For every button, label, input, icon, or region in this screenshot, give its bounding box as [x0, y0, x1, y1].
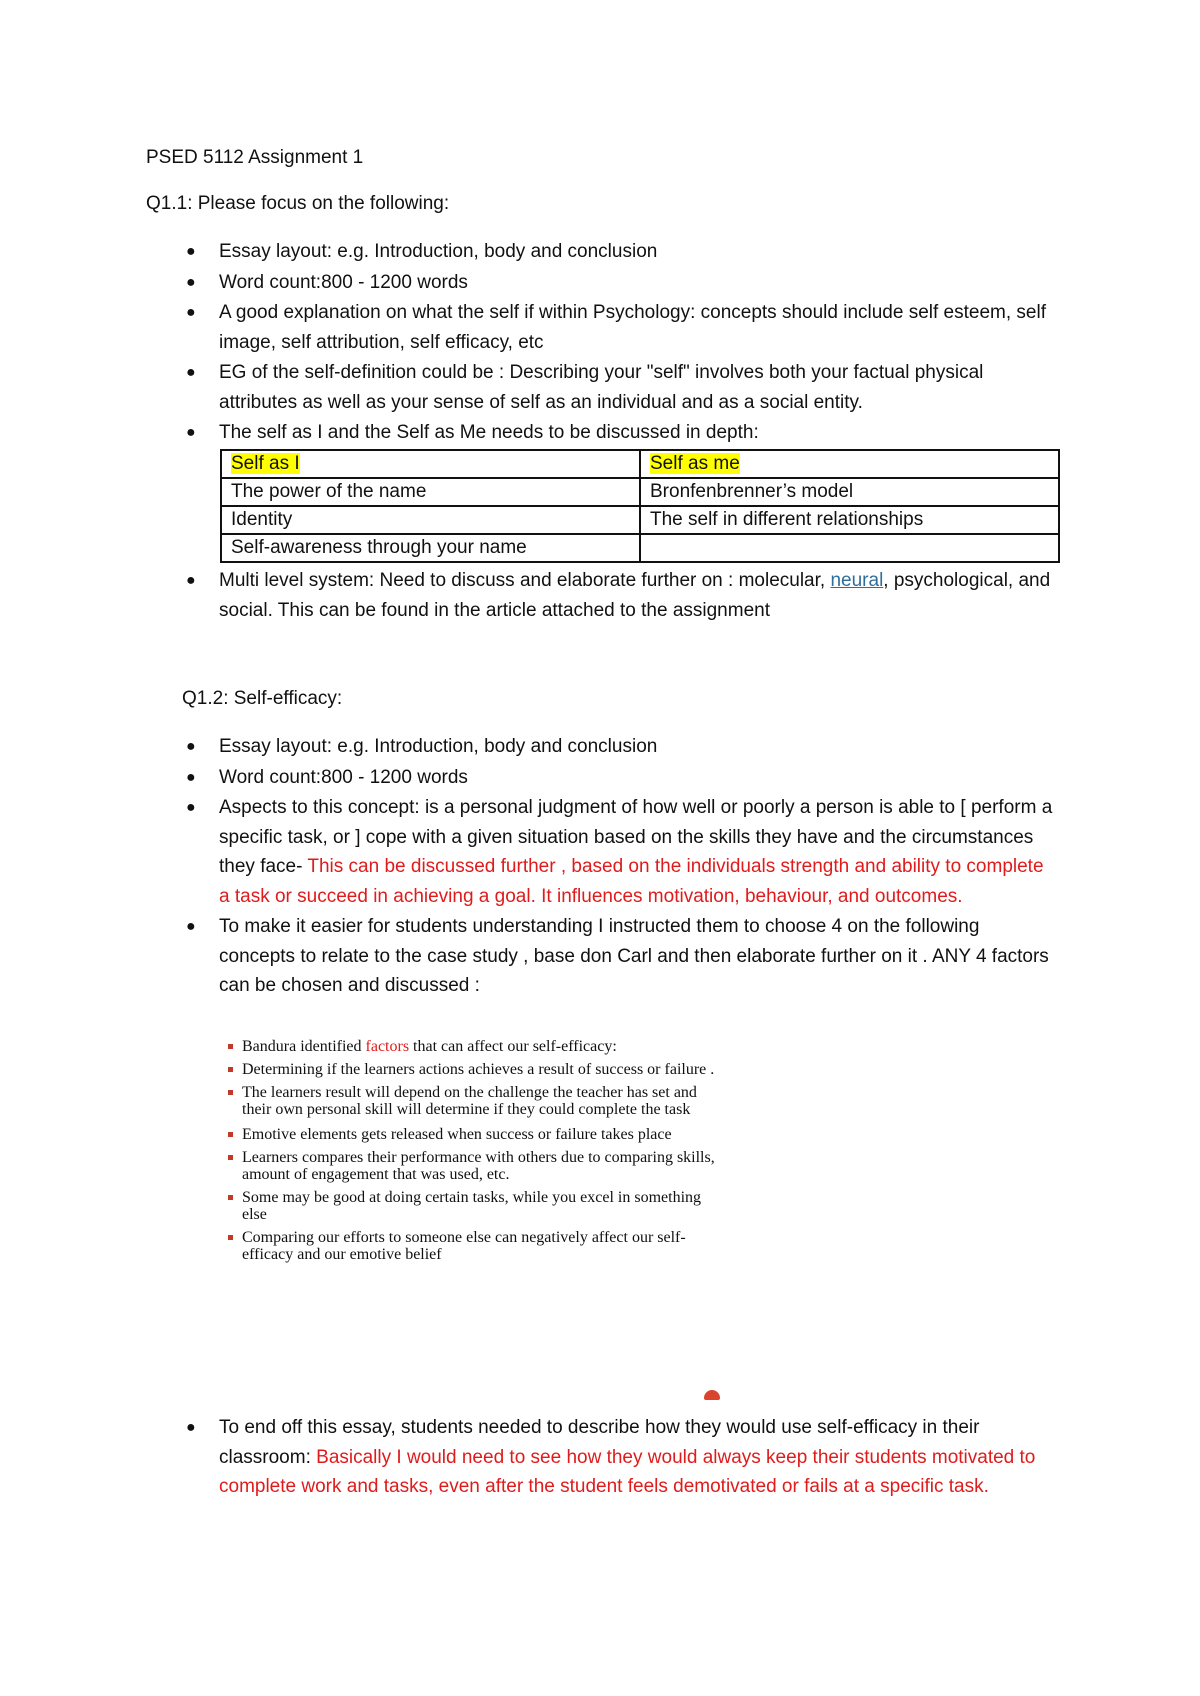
table-cell: The self in different relationships	[640, 506, 1059, 534]
neural-link[interactable]: neural	[830, 570, 884, 591]
bullet-icon: ●	[186, 273, 196, 291]
factor-item: The learners result will depend on the challenge the teacher has set and their own personal skill will determine if they could complete the task	[228, 1084, 728, 1118]
list-item: ● Word count:800 - 1200 words	[219, 268, 1059, 298]
table-row	[221, 506, 1059, 534]
table-row	[221, 534, 1059, 562]
q11-heading: Q1.1: Please focus on the following:	[146, 193, 450, 214]
square-bullet-icon	[228, 1195, 233, 1200]
table-cell	[640, 534, 1059, 562]
bullet-icon: ●	[186, 572, 196, 589]
factor-item: Bandura identified factors that can affect our self-efficacy:	[228, 1038, 728, 1055]
square-bullet-icon	[228, 1067, 233, 1072]
table-header-cell: Self as me	[640, 450, 1059, 478]
bullet-icon: ●	[186, 304, 196, 321]
list-item: ● The self as I and the Self as Me needs to be discussed in depth:	[219, 418, 1059, 448]
self-table	[220, 449, 1060, 563]
table-row	[221, 478, 1059, 506]
q12-bullet-list	[186, 732, 1059, 1002]
table-header-cell: Self as I	[221, 450, 640, 478]
factor-item: Learners compares their performance with others due to comparing skills, amount of engagement that was used, etc.	[228, 1149, 728, 1183]
list-item: ● To make it easier for students understanding I instructed them to choose 4 on the following concepts to relate to the case study , base don Carl and then elaborate further on it . ANY 4 factors can be chosen and discussed :	[219, 912, 1059, 1001]
table-cell: Self-awareness through your name	[221, 534, 640, 562]
q12-ending-list	[186, 1413, 1059, 1503]
factor-item: Some may be good at doing certain tasks, while you excel in something else	[228, 1189, 728, 1223]
bullet-icon: ●	[186, 364, 196, 381]
list-item: ● EG of the self-definition could be : Describing your "self" involves both your factual physical attributes as well as your sense of self as an individual and as a social entity.	[219, 358, 1059, 417]
cursor-blob-icon	[704, 1390, 720, 1400]
table-cell: The power of the name	[221, 478, 640, 506]
bullet-icon: ●	[186, 424, 196, 441]
bullet-icon: ●	[186, 799, 196, 816]
q12-heading: Q1.2: Self-efficacy:	[182, 688, 343, 709]
factor-item: Emotive elements gets released when success or failure takes place	[228, 1126, 728, 1143]
factor-item: Comparing our efforts to someone else can negatively affect our self-efficacy and our emotive belief	[228, 1229, 728, 1263]
bullet-icon: ●	[186, 918, 196, 935]
list-item: ● Essay layout: e.g. Introduction, body and conclusion	[219, 732, 1059, 762]
factors-image-list	[228, 1038, 728, 1269]
q11-multilevel-list	[186, 566, 1059, 626]
list-item: ● To end off this essay, students needed to describe how they would use self-efficacy in their classroom: Basically I would need to see how they would always keep their students motivated to complete work and tasks, even after the student feels demotivated or fails at a specific task.	[219, 1413, 1059, 1502]
list-item: ● Word count:800 - 1200 words	[219, 763, 1059, 793]
square-bullet-icon	[228, 1235, 233, 1240]
table-cell: Bronfenbrenner’s model	[640, 478, 1059, 506]
list-item: ● Multi level system: Need to discuss and elaborate further on : molecular, neural, psychological, and social. This can be found in the article attached to the assignment	[219, 566, 1059, 625]
bullet-icon: ●	[186, 768, 196, 786]
square-bullet-icon	[228, 1090, 233, 1095]
square-bullet-icon	[228, 1132, 233, 1137]
list-item: ● Aspects to this concept: is a personal judgment of how well or poorly a person is able to [ perform a specific task, or ] cope with a given situation based on the skills they have and the circumstances they face- This can be discussed further , based on the individuals strength and ability to complete a task or succeed in achieving a goal. It influences motivation, behaviour, and outcomes.	[219, 793, 1059, 911]
q11-bullet-list	[186, 237, 1059, 449]
bullet-icon: ●	[186, 738, 196, 755]
list-item: ● A good explanation on what the self if within Psychology: concepts should include self esteem, self image, self attribution, self efficacy, etc	[219, 298, 1059, 357]
document-title: PSED 5112 Assignment 1	[146, 147, 364, 168]
bullet-icon: ●	[186, 1419, 196, 1436]
square-bullet-icon	[228, 1044, 233, 1049]
list-item: ● Essay layout: e.g. Introduction, body and conclusion	[219, 237, 1059, 267]
table-cell: Identity	[221, 506, 640, 534]
square-bullet-icon	[228, 1155, 233, 1160]
factor-item: Determining if the learners actions achieves a result of success or failure .	[228, 1061, 728, 1078]
bullet-icon: ●	[186, 243, 196, 260]
table-header-row	[221, 450, 1059, 478]
